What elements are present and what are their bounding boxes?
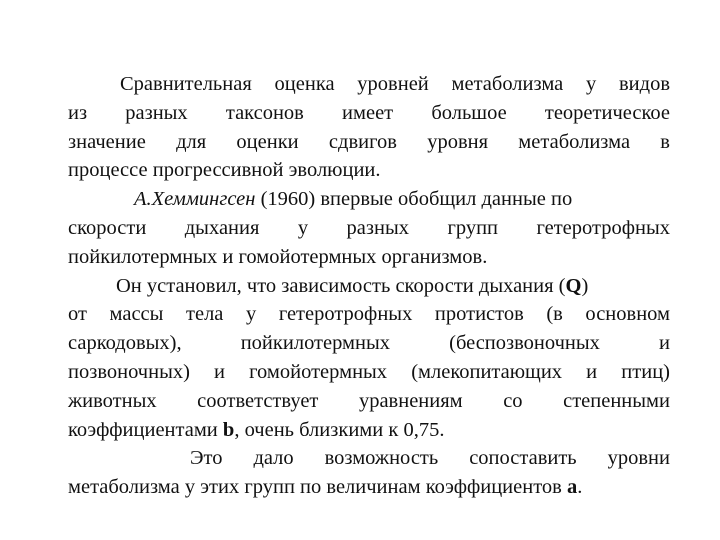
paragraph-3-line-1 [68,272,670,301]
paragraph-3-line-6-start: коэффициентами [68,418,223,441]
paragraph-3-line-2: от массы тела у гетеротрофных протистов (в основном [68,303,670,326]
paragraph-2-line-3: пойкилотермных и гомойотермных организмов. [68,245,488,268]
text-block [68,70,670,502]
paragraph-1-line-1: Сравнительная оценка уровней метаболизма у видов [120,73,670,95]
paragraph-3-line-6 [68,416,670,445]
q-symbol: Q [565,274,582,297]
paragraph-3-line-6-end: , очень близкими к 0,75. [234,418,445,441]
paragraph-2-line-1 [68,185,670,214]
paragraph-3-line-5: животных соответствует уравнениям со степенными [68,389,670,412]
paragraph-1-line-3: значение для оценки сдвигов уровня метаболизма в [68,130,670,153]
paragraph-3-line-1-end: ) [581,274,589,297]
paragraph-2-line-1-rest: (1960) впервые обобщил данные по [255,188,573,211]
b-symbol: b [222,418,235,441]
author-name: А.Хеммингсен [134,188,256,211]
paragraph-2-line-2: скорости дыхания у разных групп гетеротрофных [68,216,670,239]
paragraph-1-line-4: процессе прогрессивной эволюции. [68,159,381,182]
paragraph-4-line-2-start: метаболизма у этих групп по величинам коэффициентов [68,476,567,499]
paragraph-3-line-1-start: Он установил, что зависимость скорости дыхания ( [116,274,566,297]
paragraph-1-line-2: из разных таксонов имеет большое теоретическое [68,101,670,124]
paragraph-3-line-3: саркодовых), пойкилотермных (беспозвоночных и [68,332,670,355]
paragraph-4-line-2 [68,473,670,502]
paragraph-4-line-1: Это дало возможность сопоставить уровни [190,447,670,470]
paragraph-3-line-4: позвоночных) и гомойотермных (млекопитающих и птиц) [68,360,670,383]
paragraph-4-line-2-end: . [577,476,583,499]
a-symbol: а [566,476,578,499]
